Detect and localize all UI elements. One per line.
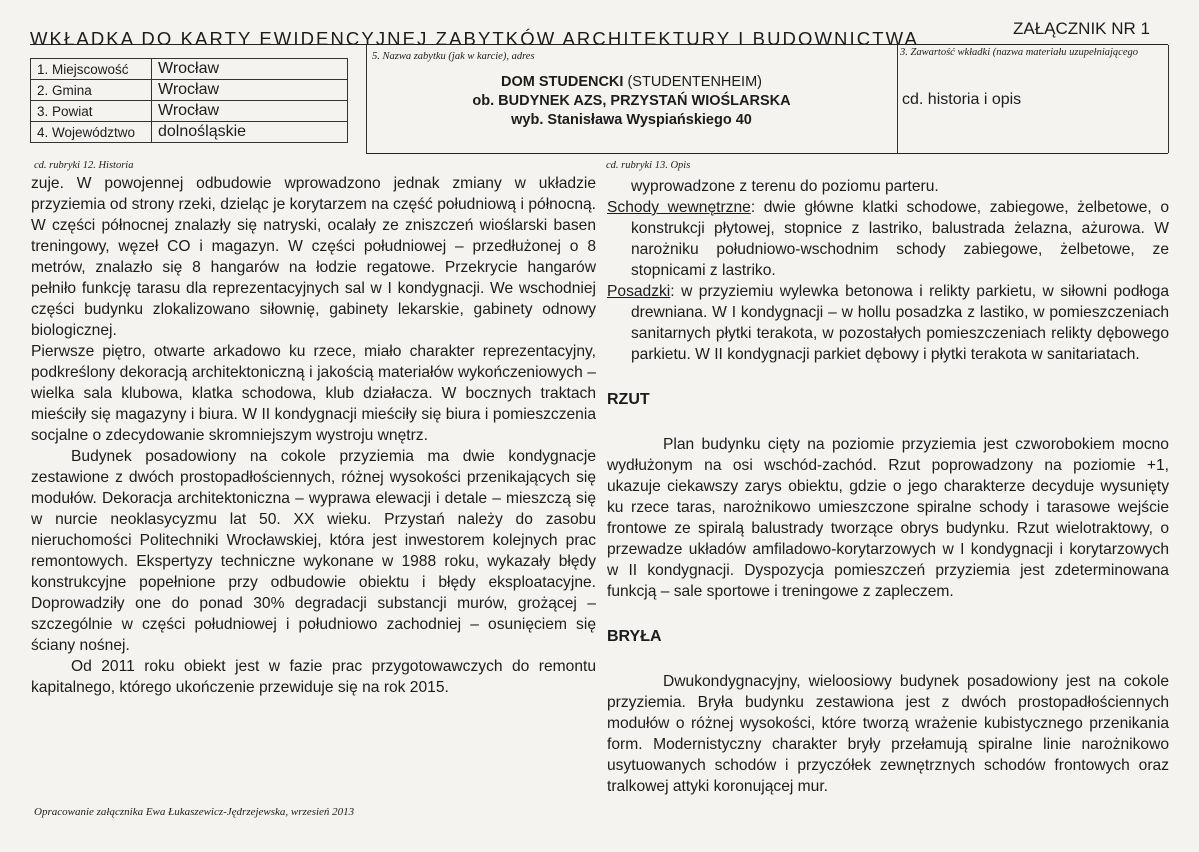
history-paragraph: Od 2011 roku obiekt jest w fazie prac przygotowawczych do remontu kapitalnego, którego ukończenie przewiduje się na rok 2015. [31,658,596,696]
floor-term: Posadzki [607,283,671,300]
section-heading-rzut: RZUT [607,391,650,408]
monument-name-secondary: ob. BUDYNEK AZS, PRZYSTAŃ WIOŚLARSKA [472,93,791,109]
stairs-term: Schody wewnętrzne [607,199,751,216]
stairs-paragraph [607,197,1169,281]
bryla-paragraph: Dwukondygnacyjny, wieloosiowy budynek posadowiony jest na cokole przyziemia. Bryła budynku zestawiona jest z dwóch prostopadłościennych modułów o różnej wysokości, które tworzą wrażenie kubistycznego przenikania form. Modernistyczny charakter bryły przełamują spiralne linie narożnikowo usytuowanych schodów i przyczółek zewnętrznych schodów frontowych oraz tralkowej attyki koronującej mur. [607,673,1169,795]
table-row [31,101,348,122]
location-value: dolnośląskie [152,122,348,143]
header-rule [30,44,1168,45]
left-column-label: cd. rubryki 12. Historia [34,160,134,171]
location-key: 3. Powiat [31,101,152,122]
content-field-value: cd. historia i opis [902,91,1022,108]
content-field-border [897,45,898,153]
floor-paragraph [607,281,1169,365]
location-table [30,58,348,143]
rzut-paragraph: Plan budynku cięty na poziomie przyziemia jest czworobokiem mocno wydłużonym na osi wschód-zachód. Rzut poprowadzony na poziomie +1, ukazuje ciekawszy zarys obiektu, gdzie o jego charakterze decyduje wysunięty ku rzece taras, narożnikowo umieszczone spiralne schody i tarasowe wejście frontowe ze spiralą balustrady tworzące obrys budynku. Rzut wielotraktowy, o przewadze układów amfiladowo-korytarzowych w I kondygnacji i korytarzowych w II kondygnacji. Dyspozycja pomieszczeń przyziemia jest zdeterminowana funkcją – sale sportowe i treningowe z zapleczem. [607,436,1169,600]
form-title: WKŁADKA DO KARTY EWIDENCYJNEJ ZABYTKÓW ARCHITEKTURY I BUDOWNICTWA [30,28,919,49]
table-row [31,59,348,80]
name-field-border [366,45,367,153]
location-value: Wrocław [152,59,348,80]
content-field-label: 3. Zawartość wkładki (nazwa materiału uzupełniającego [900,47,1138,58]
floor-text: : w przyziemiu wylewka betonowa i relikty parkietu, w siłowni podłoga drewniana. W I kondygnacji – w hollu posadzka z lastiko, w pomieszczeniach sanitarnych płytki terakota, w pozostałych pomieszczeniach relikty dębowego parkietu. W II kondygnacji parkiet dębowy i płytki terakota w sanitariatach. [631,283,1169,363]
location-value: Wrocław [152,80,348,101]
location-key: 1. Miejscowość [31,59,152,80]
table-row [31,80,348,101]
right-border [1168,45,1169,153]
monument-address: wyb. Stanisława Wyspiańskiego 40 [511,112,752,128]
history-column [31,173,596,698]
right-column-label: cd. rubryki 13. Opis [606,160,691,171]
monument-name-german: (STUDENTENHEIM) [623,74,762,90]
table-row [31,122,348,143]
annex-number: ZAŁĄCZNIK NR 1 [1013,19,1150,38]
section-heading-bryla: BRYŁA [607,628,662,645]
description-column [607,176,1169,797]
author-footer: Opracowanie załącznika Ewa Łukaszewicz-Jędrzejewska, wrzesień 2013 [34,806,355,818]
location-key: 2. Gmina [31,80,152,101]
history-paragraph: Budynek posadowiony na cokole przyziemia ma dwie kondygnacje zestawione z dwóch prostopadłościennych, różnej wysokości przenikających się modułów. Dekoracja architektoniczna – wyprawa elewacji i detale – mieszczą się w nurcie neoklasycyzmu lat 50. XX wieku. Przystań należy do zasobu nieruchomości Politechniki Wrocławskiej, która jest inwestorem kolejnych prac remontowych. Ekspertyzy techniczne wykonane w 1988 roku, wykazały błędy konstrukcyjne popełnione przy odbudowie obiektu i błędy eksploatacyjne. Doprowadziły one do ponad 30% degradacji substancji murów, grożącej – szczególnie w części południowej i południowo zachodniej – osunięciem się ściany nośnej. [31,448,596,654]
name-field-label: 5. Nazwa zabytku (jak w karcie), adres [372,51,535,62]
location-value: Wrocław [152,101,348,122]
monument-name [368,73,895,130]
history-paragraph: zuje. W powojennej odbudowie wprowadzono jednak zmiany w układzie przyziemia od strony rzeki, dzieląc je korytarzem na część południową i północną. W części północnej znalazły się natryski, ocalały ze zniszczeń wioślarski basen treningowy, węzeł CO i magazyn. W części południowej – przedłużonej o 8 metrów, znalazło się 8 hangarów na łodzie regatowe. Przekrycie hangarów pełniło funkcję tarasu dla reprezentacyjnych sal w I kondygnacji. We wschodniej części budynku zlokalizowano siłownię, gabinety lekarskie, gabinety odnowy biologicznej. [31,175,596,339]
location-key: 4. Województwo [31,122,152,143]
description-paragraph: wyprowadzone z terenu do poziomu parteru. [631,178,939,195]
monument-name-primary: DOM STUDENCKI [500,74,624,90]
stairs-text: : dwie główne klatki schodowe, zabiegowe, żelbetowe, o konstrukcji płytowej, stopnice z lastriko, balustrada żelazna, ażurowa. W narożniku południowo-wschodnim schody zabiegowe, żelbetowe, ze stopnicami z lastriko. [631,199,1169,279]
history-paragraph: Pierwsze piętro, otwarte arkadowo ku rzece, miało charakter reprezentacyjny, podkreślony dekoracją architektoniczną i jakością materiałów wykończeniowych – wielka sala klubowa, klatka schodowa, klub działacza. W bocznych traktach mieściły się magazyny i biura. W II kondygnacji mieściły się biura i pomieszczenia socjalne o zdecydowanie skromniejszym wystroju wnętrz. [31,343,596,444]
header-bottom-rule [366,153,1168,154]
